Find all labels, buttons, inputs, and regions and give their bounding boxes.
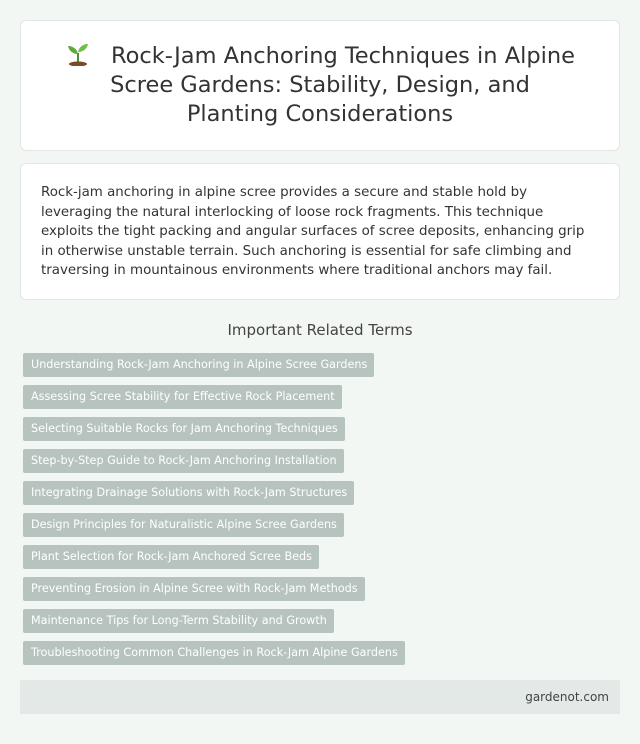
sprout-icon <box>65 42 91 66</box>
related-term-tag[interactable]: Step-by-Step Guide to Rock-Jam Anchoring Installation <box>23 449 344 473</box>
related-term-tag[interactable]: Integrating Drainage Solutions with Rock-Jam Structures <box>23 481 354 505</box>
related-term-tag[interactable]: Selecting Suitable Rocks for Jam Anchoring Techniques <box>23 417 345 441</box>
page-title <box>61 42 579 129</box>
title-card <box>20 20 620 151</box>
footer <box>20 680 620 714</box>
related-term-tag[interactable]: Maintenance Tips for Long-Term Stability and Growth <box>23 609 334 633</box>
related-term-tag[interactable]: Plant Selection for Rock-Jam Anchored Scree Beds <box>23 545 319 569</box>
related-terms-list <box>23 353 623 673</box>
related-term-tag[interactable]: Preventing Erosion in Alpine Scree with Rock-Jam Methods <box>23 577 365 601</box>
related-term-tag[interactable]: Troubleshooting Common Challenges in Rock-Jam Alpine Gardens <box>23 641 405 665</box>
footer-site-name: gardenot.com <box>525 690 609 704</box>
summary-card <box>20 163 620 300</box>
related-term-tag[interactable]: Understanding Rock-Jam Anchoring in Alpine Scree Gardens <box>23 353 374 377</box>
related-term-tag[interactable]: Assessing Scree Stability for Effective Rock Placement <box>23 385 342 409</box>
related-term-tag[interactable]: Design Principles for Naturalistic Alpine Scree Gardens <box>23 513 344 537</box>
summary-text: Rock-jam anchoring in alpine scree provides a secure and stable hold by leveraging the natural interlocking of loose rock fragments. This technique exploits the tight packing and angular surfaces of scree deposits, enhancing grip in otherwise unstable terrain. Such anchoring is essential for safe climbing and traversing in mountainous environments where traditional anchors may fail. <box>41 185 585 278</box>
related-terms-heading: Important Related Terms <box>227 321 413 339</box>
page-title-text: Rock-Jam Anchoring Techniques in Alpine Scree Gardens: Stability, Design, and Planting Considerations <box>110 43 575 127</box>
